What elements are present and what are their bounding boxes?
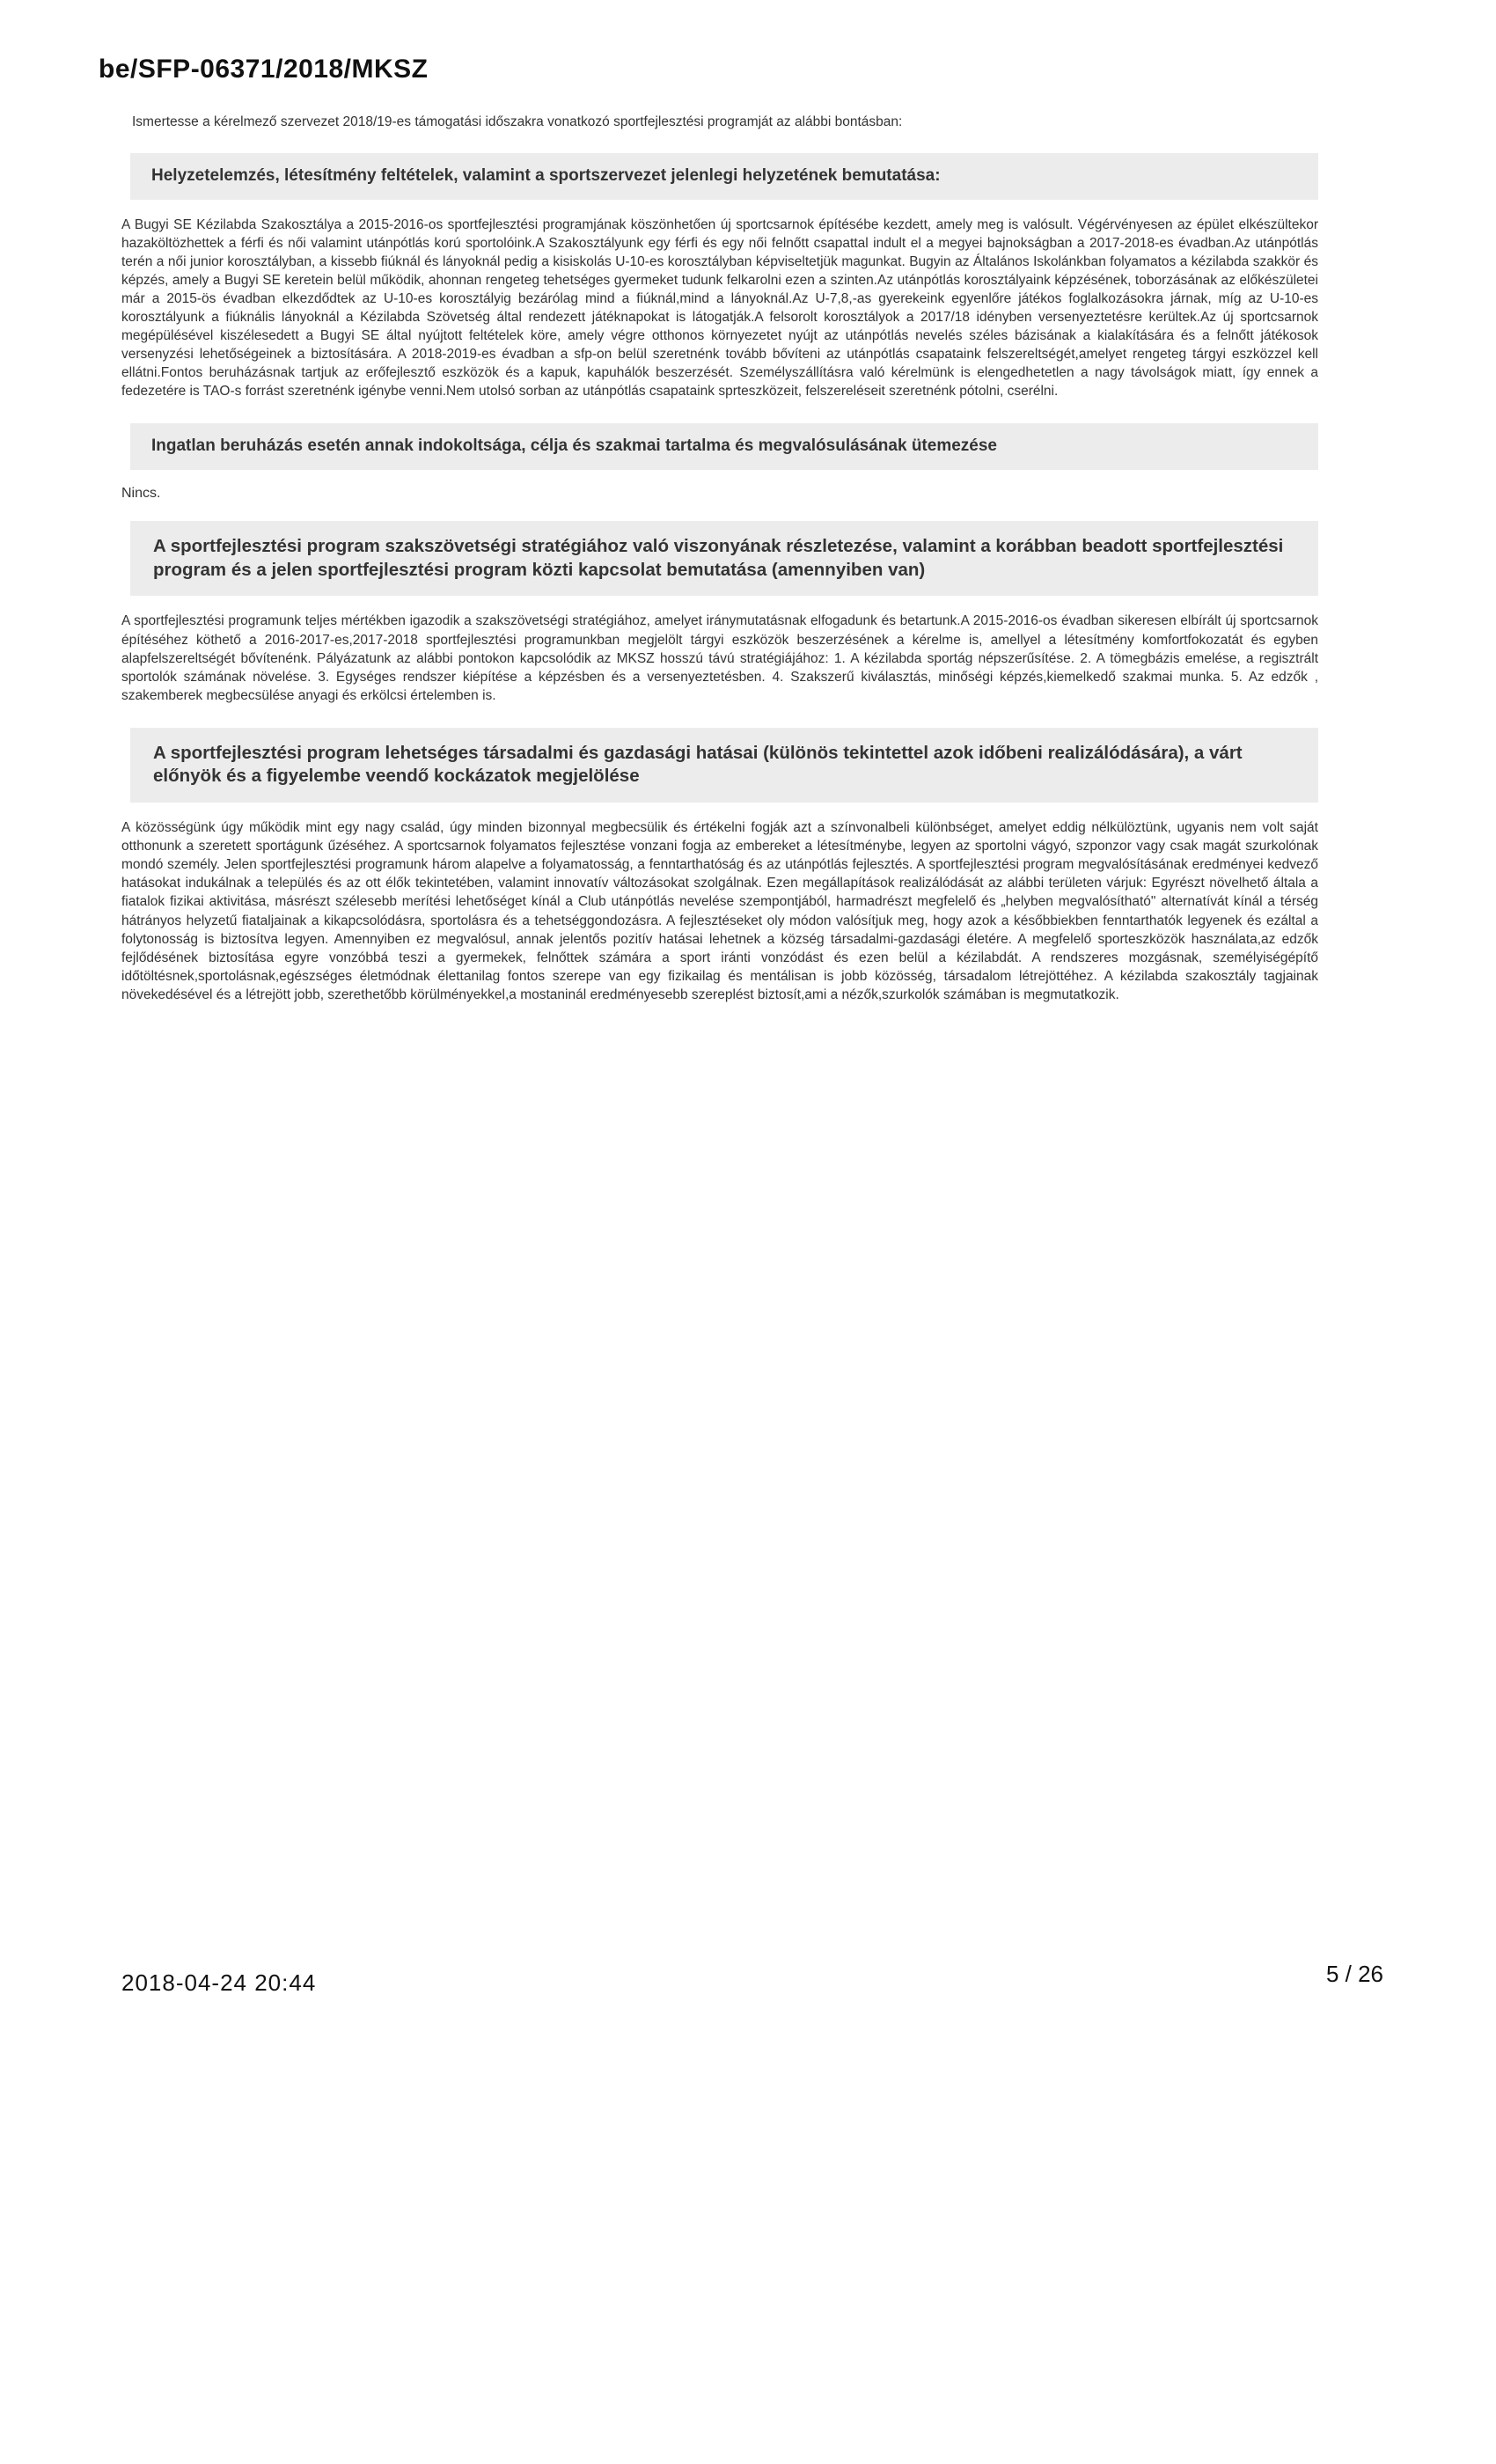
footer-timestamp: 2018-04-24 20:44 (121, 1969, 317, 1996)
intro-text: Ismertesse a kérelmező szervezet 2018/19-es támogatási időszakra vonatkozó sportfejlesztési programját az alábbi bontásban: (132, 114, 903, 129)
section-body-strategy: A sportfejlesztési programunk teljes mértékben igazodik a szakszövetségi stratégiához, amelyet iránymutatásnak elfogadunk és betartunk.A 2015-2016-os évadban sikeresen elbírált új sportcsarnok építéséhez köthető a 2016-2017-es,2017-2018 sportfejlesztési programunkban megjelölt tárgyi eszközök beszerzésének a kérelme is, amellyel a létesítmény komfortfokozatát és egyben alapfelszereltségét bővítenénk. Pályázatunk az alábbi pontokon kapcsolódik az MKSZ hosszú távú stratégiájához: 1. A kézilabda sportág népszerűsítése. 2. A tömegbázis emelése, a regisztrált sportolók számának növelése. 3. Egységes rendszer kiépítése a képzésben és a versenyeztetésben. 4. Szakszerű kiválasztás, minőségi képzés,kiemelkedő szakmai munka. 5. Az edzők , szakemberek megbecsülése anyagi és erkölcsi értelemben is. (121, 613, 1318, 703)
section-body-real-estate: Nincs. (121, 486, 161, 502)
section-body-impacts: A közösségünk úgy működik mint egy nagy család, úgy minden bizonnyal megbecsülik és értékelni fogják azt a színvonalbeli különbséget, amelyet eddig nélkülöztünk, ugyanis nem volt saját otthonunk a szeretett sportágunk űzéséhez. A sportcsarnok folyamatos fejlesztése vonzani fogja az embereket a létesítménybe, legyen az sportolni vágyó, szponzor vagy csak magát szurkolónak mondó személy. Jelen sportfejlesztési programunk három alapelve a folyamatosság, a fenntarthatóság és az utánpótlás fejlesztés. A sportfejlesztési program megvalósításának eredményei kedvező hatásokat indukálnak a település és az ott élők tekintetében, valamint innovatív változásokat szolgálnak. Ezen megállapítások realizálódását az alábbi területen várjuk: Egyrészt növelhető általa a fiatalok fizikai aktivitása, másrészt szélesebb merítési lehetőséget kínál a Club utánpótlás nevelése szempontjából, harmadrészt megfelelő és „helyben megvalósítható" alternatívát kínál a térség hátrányos helyzetű fiataljainak a kikapcsolódásra, sportolásra és a tehetséggondozásra. A fejlesztéseket oly módon valósítjuk meg, hogy azok a későbbiekben fenntarthatók legyenek és ezáltal a folytonosság is biztosítva legyen. Amennyiben ez megvalósul, annak jelentős pozitív hatásai lehetnek a község társadalmi-gazdasági életére. A megfelelő sporteszközök használata,az edzők fejlődésének biztosítása egyre vonzóbbá teszi a gyermekek, felnőttek számára a sport iránti vonzódást és ezen belül a kézilabdát. A rendszeres mozgásnak, személyiségépítő időtöltésnek,sportolásnak,egészséges életmódnak élettanilag fontos szerepe van egy fizikailag és mentálisan is jobb közösség, társadalom létrejöttéhez. A kézilabda szakosztály tagjainak növekedésével és a létrejött jobb, szerethetőbb körülményekkel,a mostaninál eredményesebb szereplést biztosít,ami a nézők,szurkolók számában is megmutatkozik. (121, 820, 1318, 1002)
section-heading-impacts: A sportfejlesztési program lehetséges társadalmi és gazdasági hatásai (különös tekintettel azok időbeni realizálódására), a várt előnyök és a figyelembe veendő kockázatok megjelölése (130, 728, 1318, 803)
section-heading-strategy: A sportfejlesztési program szakszövetségi stratégiához való viszonyának részletezése, valamint a korábban beadott sportfejlesztési program és a jelen sportfejlesztési program közti kapcsolat bemutatása (amennyiben van) (130, 521, 1318, 596)
document-body (121, 114, 1318, 1027)
section-heading-situation: Helyzetelemzés, létesítmény feltételek, valamint a sportszervezet jelenlegi helyzetének bemutatása: (130, 153, 1318, 200)
page-number: 5 / 26 (1325, 1961, 1383, 1987)
section-heading-real-estate: Ingatlan beruházás esetén annak indokoltsága, célja és szakmai tartalma és megvalósulásának ütemezése (130, 423, 1318, 470)
section-body-situation: A Bugyi SE Kézilabda Szakosztálya a 2015-2016-os sportfejlesztési programjának köszönhetően új sportcsarnok építésébe kezdett, amely meg is valósult. Végérvényesen az épület elkészültekor hazaköltözhettek a férfi és női valamint utánpótlás korú sportolóink.A Szakosztályunk egy férfi és egy női felnőtt csapattal indult el a megyei bajnokságban a 2017-2018-es évadban.Az utánpótlás terén a női junior korosztályban, a kissebb fiúknál és lányoknál pedig a kisiskolás U-10-es korosztályban képviseltetjük magunkat. Bugyin az Általános Iskolánkban folyamatos a kézilabda szakkör és képzés, amely a Bugyi SE keretein belül működik, ahonnan rengeteg tehetséges gyermeket tudunk felkarolni ezen a szinten.Az utánpótlás korosztályaink képzésének, toborzásának az előkészületei már a 2015-ös évadban elkezdődtek az U-10-es korosztályig bezárólag mind a fiúknál,mind a lányoknál.Az U-7,8,-as gyerekeink egyenlőre játékos foglalkozásokra járnak, míg az U-10-es korosztályunk a fiúknális lányoknál a Kézilabda Szövetség által rendezett játéknapokat is látogatják.A felsorolt korosztályok a 2017/18 idényben versenyeztetésre kerültek.Az új sportcsarnok megépülésével kiszélesedett a Bugyi SE által nyújtott feltételek köre, amely végre otthonos környezetet nyújt az utánpótlás nevelés széles bázisának a kialakítására és a felnőtt játékosok versenyzési lehetőségeinek a biztosítására. A 2018-2019-es évadban a sfp-on belül szeretnénk tovább bővíteni az utánpótlás csapataink felszereltségét,amelyet rengeteg tárgyi eszközzel kell ellátni.Fontos beruházásnak tartjuk az erőfejlesztő eszközök és a kapuk, kapuhálók beszerzését. Személyszállításra való kérelmünk is elengedhetetlen a nagy távolságok miatt, így ennek a fedezetére is TAO-s forrást szeretnénk igénybe venni.Nem utolsó sorban az utánpótlás csapataink sprteszközeit, felszereléseit szeretnénk pótolni, cserélni. (121, 216, 1318, 400)
document-id: be/SFP-06371/2018/MKSZ (99, 55, 429, 84)
